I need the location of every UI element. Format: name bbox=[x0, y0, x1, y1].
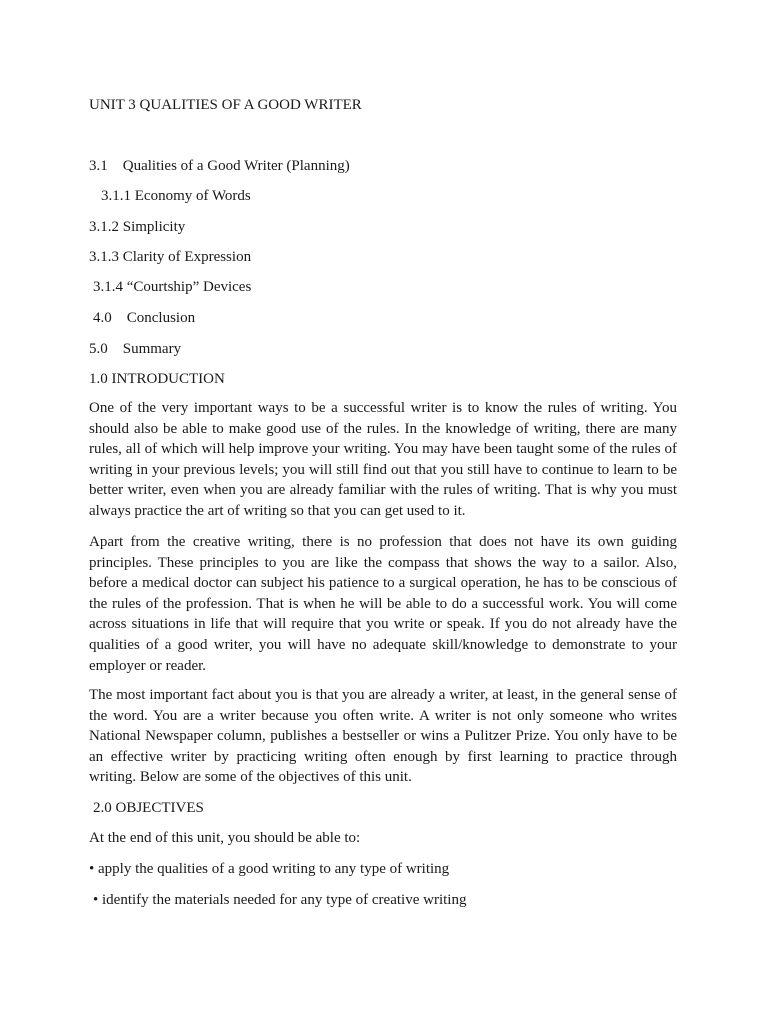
toc-item-3-1-4: 3.1.4 “Courtship” Devices bbox=[93, 279, 252, 295]
toc-item-3-1-2: 3.1.2 Simplicity bbox=[89, 219, 186, 235]
objective-bullet-2: • identify the materials needed for any type of creative writing bbox=[93, 892, 467, 908]
intro-paragraph-2: Apart from the creative writing, there is no profession that does not have its own guiding principles. These principles to you are like the compass that shows the way to a sailor. Also, before a medical doctor can subject his patience to a surgical operation, he has to be conscious of the rules of the profession. That is when he will be able to do a successful work. You will come across situations in life that will require that you write or speak. If you do not already have the qualities of a good writer, you will have no adequate skill/knowledge to demonstrate to your employer or reader. bbox=[89, 534, 677, 674]
toc-item-3-1-1: 3.1.1 Economy of Words bbox=[101, 188, 251, 204]
toc-item-3-1-3: 3.1.3 Clarity of Expression bbox=[89, 249, 252, 265]
objectives-heading: 2.0 OBJECTIVES bbox=[93, 800, 204, 816]
intro-paragraph-3: The most important fact about you is that you are already a writer, at least, in the general sense of the word. You are a writer because you often write. A writer is not only someone who writes National Newspaper column, publishes a bestseller or wins a Pulitzer Prize. You only have to be an effective writer by practicing writing often enough by first learning to practice through writing. Below are some of the objectives of this unit. bbox=[89, 687, 677, 786]
toc-item-5-0: 5.0 Summary bbox=[89, 341, 182, 357]
intro-paragraph-1: One of the very important ways to be a successful writer is to know the rules of writing. You should also be able to make good use of the rules. In the knowledge of writing, there are many rules, all of which will help improve your writing. You may have been taught some of the rules of writing in your previous levels; you will still find out that you still have to continue to learn to be better writer, even when you are already familiar with the rules of writing. That is why you must always practice the art of writing so that you can get used to it. bbox=[89, 400, 677, 519]
toc-item-3-1: 3.1 Qualities of a Good Writer (Planning) bbox=[89, 158, 350, 174]
toc-item-4-0: 4.0 Conclusion bbox=[93, 310, 196, 326]
objective-bullet-1: • apply the qualities of a good writing to any type of writing bbox=[89, 861, 450, 877]
intro-heading: 1.0 INTRODUCTION bbox=[89, 371, 225, 387]
unit-title: UNIT 3 QUALITIES OF A GOOD WRITER bbox=[89, 97, 362, 113]
objectives-intro: At the end of this unit, you should be able to: bbox=[89, 830, 361, 846]
